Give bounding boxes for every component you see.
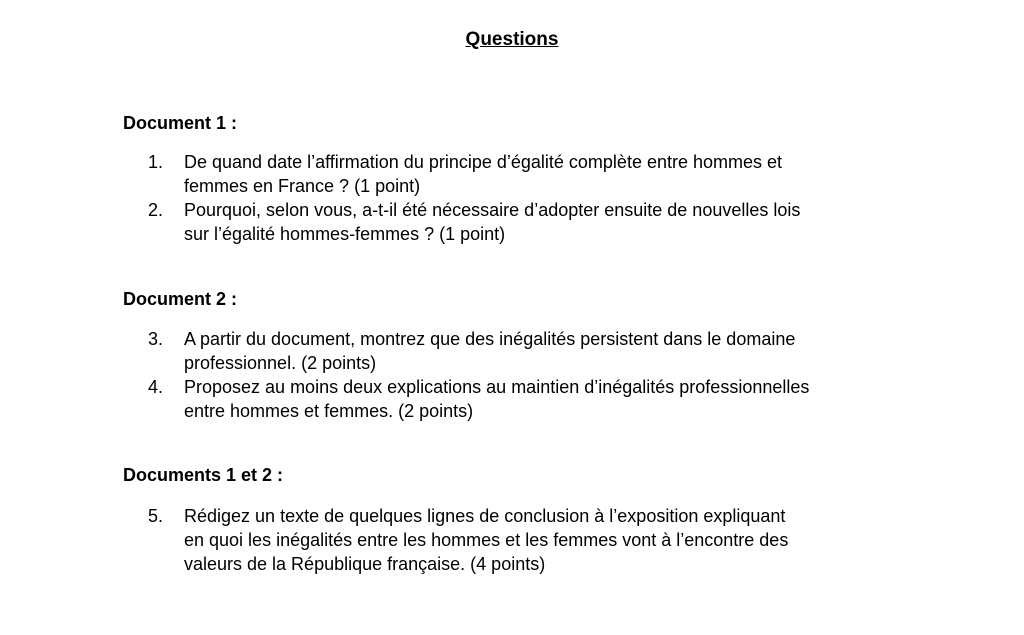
question-line: De quand date l’affirmation du principe d’égalité complète entre hommes et xyxy=(184,152,783,172)
question-line: A partir du document, montrez que des inégalités persistent dans le domaine xyxy=(184,329,796,349)
question-item xyxy=(148,198,928,246)
question-line: en quoi les inégalités entre les hommes et les femmes vont à l’encontre des xyxy=(184,530,789,550)
question-line: Proposez au moins deux explications au maintien d’inégalités professionnelles xyxy=(184,377,810,397)
section-heading-document-2: Document 2 : xyxy=(123,289,238,309)
question-line: femmes en France ? (1 point) xyxy=(184,176,421,196)
question-item xyxy=(148,150,928,198)
question-line: entre hommes et femmes. (2 points) xyxy=(184,401,474,421)
section-heading-document-1: Document 1 : xyxy=(123,113,238,133)
question-number: 2. xyxy=(148,200,164,220)
question-line: Pourquoi, selon vous, a-t-il été nécessaire d’adopter ensuite de nouvelles lois xyxy=(184,200,801,220)
question-number: 5. xyxy=(148,506,164,526)
page-title: Questions xyxy=(465,29,559,50)
question-line: professionnel. (2 points) xyxy=(184,353,377,373)
question-line: valeurs de la République française. (4 points) xyxy=(184,554,546,574)
question-number: 4. xyxy=(148,377,164,397)
question-line: sur l’égalité hommes-femmes ? (1 point) xyxy=(184,224,506,244)
question-item xyxy=(148,504,928,576)
question-line: Rédigez un texte de quelques lignes de conclusion à l’exposition expliquant xyxy=(184,506,786,526)
question-item xyxy=(148,327,928,375)
question-number: 3. xyxy=(148,329,164,349)
question-item xyxy=(148,375,928,423)
section-heading-documents-1-et-2: Documents 1 et 2 : xyxy=(123,465,284,485)
question-number: 1. xyxy=(148,152,164,172)
